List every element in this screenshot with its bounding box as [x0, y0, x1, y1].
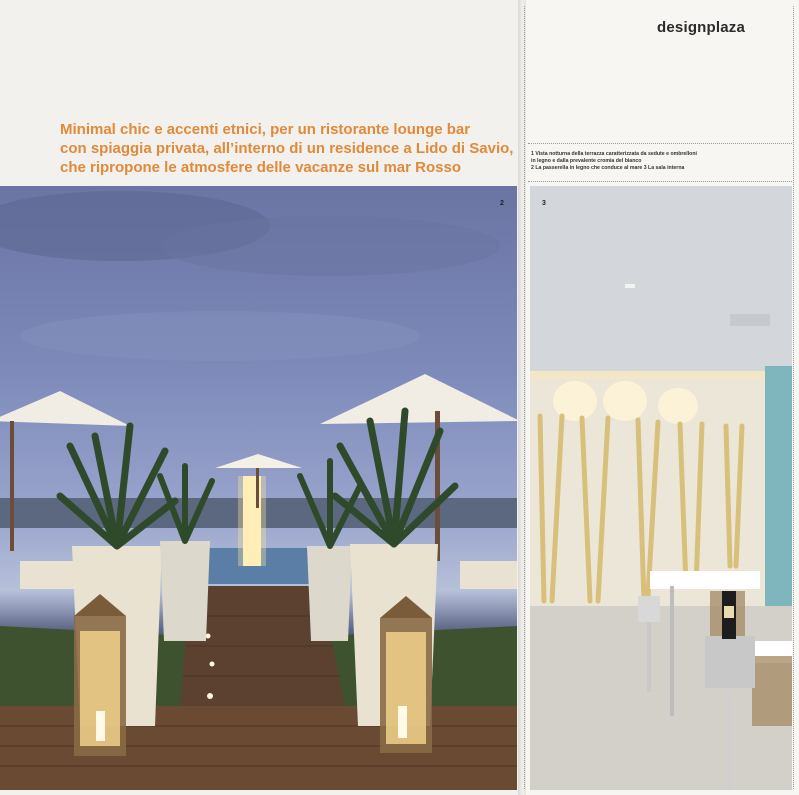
- terrace-illustration: [0, 186, 517, 790]
- headline-line: che ripropone le atmosfere delle vacanze sul mar Rosso: [60, 159, 461, 176]
- caption-top-rule: [528, 143, 792, 144]
- photo-caption: [531, 151, 793, 172]
- caption-line: 2 La passerella in legno che conduce al mare 3 La sala interna: [531, 165, 685, 171]
- article-headline: [60, 120, 514, 177]
- photo-number: 2: [500, 200, 504, 207]
- lantern-right: [380, 596, 432, 753]
- caption-line: in legno e dalla prevalente cromia del bianco: [531, 158, 642, 164]
- planter-left-back: [160, 466, 212, 641]
- interior-dining-room-photo: [530, 186, 792, 790]
- right-margin-line: [793, 6, 794, 789]
- page-divider-line: [524, 6, 525, 789]
- caption-line: 1 Vista notturna della terrazza caratterizzata da sedute e ombrelloni: [531, 151, 697, 157]
- interior-illustration: [530, 186, 792, 790]
- night-terrace-photo: [0, 186, 517, 790]
- headline-line: con spiaggia privata, all’interno di un residence a Lido di Savio,: [60, 140, 514, 157]
- caption-bottom-rule: [528, 181, 792, 182]
- headline-line: Minimal chic e accenti etnici, per un ristorante lounge bar: [60, 121, 471, 138]
- magazine-brand: designplaza: [657, 19, 746, 36]
- photo-number: 3: [542, 200, 546, 207]
- lantern-left: [74, 594, 126, 756]
